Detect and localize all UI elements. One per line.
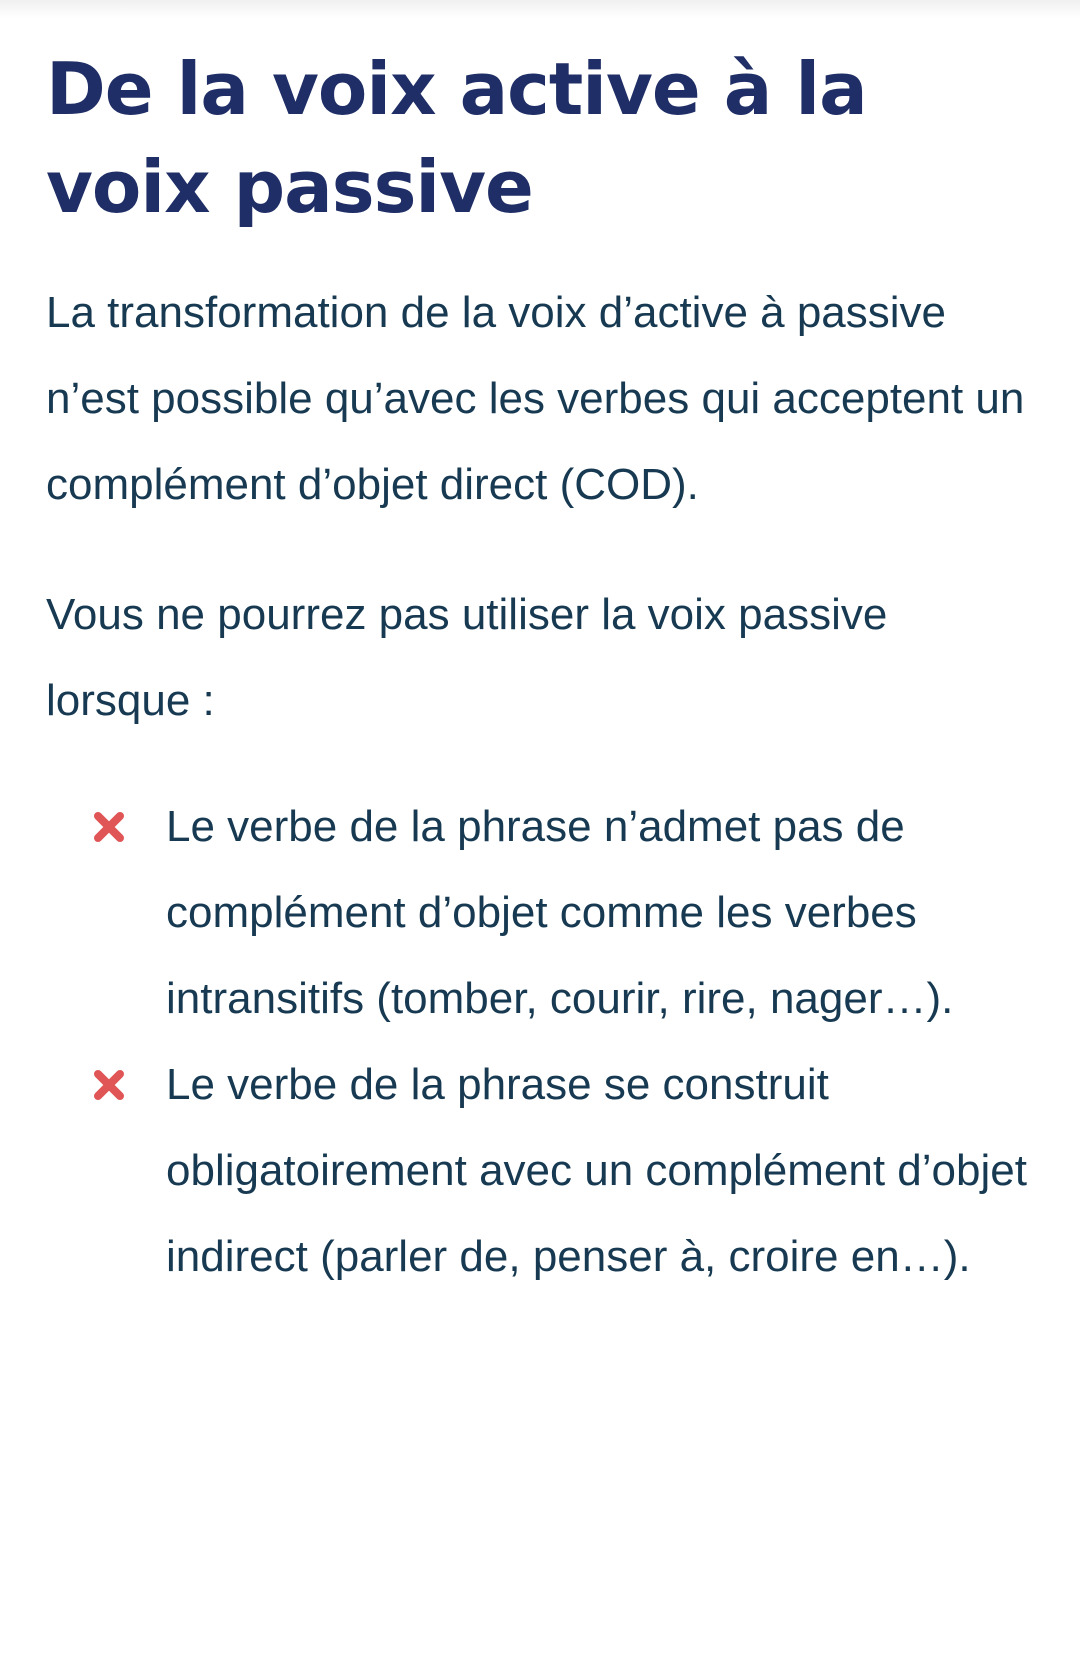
top-shadow bbox=[0, 0, 1080, 18]
list-item-text: Le verbe de la phrase se construit obligatoirement avec un complément d’objet indirect (parler de, penser à, croire en…). bbox=[166, 1060, 1027, 1281]
intro-paragraph: La transformation de la voix d’active à passive n’est possible qu’avec les verbes qui acceptent un complément d’objet direct (COD). bbox=[46, 288, 1025, 509]
article-content bbox=[46, 40, 1036, 1300]
page-title: De la voix active à la voix passive bbox=[46, 47, 867, 229]
condition-paragraph: Vous ne pourrez pas utiliser la voix passive lorsque : bbox=[46, 590, 888, 725]
cross-icon bbox=[92, 1068, 126, 1102]
list-item bbox=[46, 784, 1036, 1042]
condition-list bbox=[46, 784, 1036, 1300]
list-item-text: Le verbe de la phrase n’admet pas de complément d’objet comme les verbes intransitifs (tomber, courir, rire, nager…). bbox=[166, 802, 954, 1023]
list-item bbox=[46, 1042, 1036, 1300]
cross-icon bbox=[92, 810, 126, 844]
